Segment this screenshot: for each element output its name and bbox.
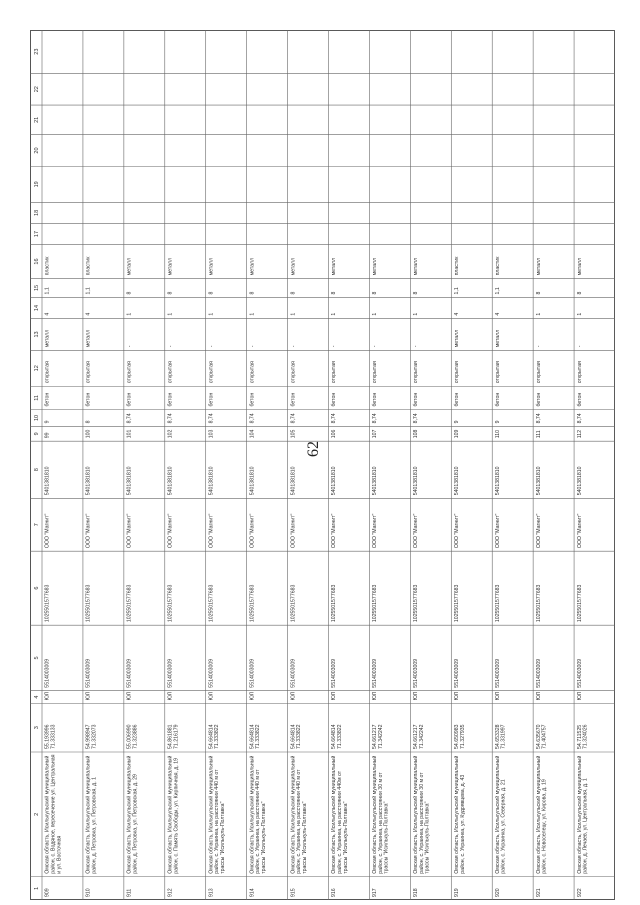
table-cell: 4 — [453, 312, 460, 316]
column-header: 8 — [34, 468, 40, 472]
table-cell: 54.66481471.333822 — [249, 724, 262, 750]
table-cell: 1,1 — [494, 287, 501, 295]
table-cell: 8 — [331, 291, 338, 295]
table-cell: 8,74 — [249, 413, 256, 424]
table-cell: 4 — [44, 312, 51, 316]
table-cell: бетон — [167, 392, 174, 407]
table-cell: 5401381810 — [167, 466, 174, 496]
column-header: 17 — [34, 230, 40, 238]
table-cell: 109 — [453, 429, 460, 439]
column-header: 18 — [34, 209, 40, 216]
table-cell: ООО "Магнит" — [167, 513, 174, 549]
table-cell: ЮЛ — [290, 691, 297, 701]
column-header: 11 — [34, 395, 40, 401]
table-cell: 54.65098371.327935 — [453, 724, 466, 750]
table-cell: ООО "Магнит" — [249, 513, 256, 549]
table-cell: 5514003009 — [167, 658, 174, 688]
table-cell: металл — [331, 257, 338, 276]
table-cell: - — [535, 345, 542, 348]
table-cell: Омская область, Исилькульский муниципальныйрайон, с. Украинка, на расстоянии 440м оттрассы "Исилькуль-Полтавка" — [331, 755, 349, 874]
table-cell: Омская область, Исилькульский муниципальныйрайон, с. Украинка, на расстоянии 30 м оттрассы "Исилькуль-Полтавка" — [372, 755, 390, 874]
table-cell: 918 — [413, 888, 420, 897]
table-cell: 4 — [494, 312, 501, 316]
table-cell: 8 — [167, 291, 174, 295]
table-cell: металл — [44, 329, 51, 348]
table-cell: бетон — [494, 392, 501, 407]
table-cell: металл — [453, 329, 460, 348]
table-cell: ООО "Магнит" — [372, 513, 379, 549]
column-header: 16 — [34, 258, 40, 265]
column-header: 12 — [34, 365, 40, 372]
table-cell: 8,74 — [576, 413, 583, 424]
table-cell: 103 — [208, 429, 215, 439]
table-cell: ЮЛ — [494, 691, 501, 701]
table-cell: 911 — [126, 888, 133, 897]
table-cell: 105 — [290, 429, 297, 439]
table-cell: 1 — [576, 312, 583, 316]
table-cell: 8,74 — [126, 413, 133, 424]
table-cell: металл — [208, 257, 215, 276]
table-cell: - — [413, 345, 420, 348]
table-cell: 5514003009 — [249, 658, 256, 688]
table-cell: 1025501577683 — [249, 584, 256, 623]
table-cell: 104 — [249, 429, 256, 439]
table-cell: 920 — [494, 888, 501, 897]
table-cell: 5514003009 — [494, 658, 501, 688]
table-cell: - — [167, 345, 174, 348]
table-cell: 8 — [413, 291, 420, 295]
table-cell: ООО "Магнит" — [413, 513, 420, 549]
table-cell: ООО "Магнит" — [85, 513, 92, 549]
table-cell: бетон — [331, 392, 338, 407]
column-header: 13 — [34, 331, 40, 338]
table-cell: Омская область, Исилькульский муниципальныйрайон, д. Петровка, ул. Петровская, д. 29 — [126, 755, 139, 874]
table-cell: бетон — [44, 392, 51, 407]
table-cell: 9 — [453, 420, 460, 424]
table-cell: 922 — [576, 888, 583, 897]
table-cell: 54.99894771.332073 — [85, 724, 98, 750]
table-cell: 1 — [535, 312, 542, 316]
table-cell: открытая — [249, 361, 256, 384]
table-cell: открытая — [576, 361, 583, 384]
table-cell: 8 — [290, 291, 297, 295]
table-cell: 54.71152571.324026 — [576, 724, 589, 750]
table-cell: 101 — [126, 429, 133, 439]
table-cell: Омская область, Исилькульский муниципальныйрайон, с. Украинка, на расстоянии 440 м оттрассы "Исилькуль-Полтавка" — [208, 755, 227, 874]
table-cell: ООО "Магнит" — [453, 513, 460, 549]
column-header: 21 — [34, 116, 40, 123]
table-cell: открытая — [494, 361, 501, 384]
table-cell: - — [331, 345, 338, 348]
table-cell: 1025501577683 — [576, 584, 583, 623]
table-cell: ЮЛ — [535, 691, 542, 701]
table-cell: пластик — [85, 256, 92, 276]
table-cell: 9 — [494, 420, 501, 424]
table-cell: 8,74 — [413, 413, 420, 424]
table-cell: 8 — [126, 291, 133, 295]
column-header: 5 — [34, 656, 40, 660]
table-cell: 915 — [290, 888, 297, 897]
table-cell: ЮЛ — [126, 691, 133, 701]
table-cell: 5401381810 — [208, 466, 215, 496]
table-cell: 1 — [249, 312, 256, 316]
table-cell: Омская область, Исилькульский муниципальныйрайон, с. Украинка, на расстоянии 440 м оттрассы "Исилькуль-Полтавка" — [249, 755, 267, 874]
table-cell: 8 — [576, 291, 583, 295]
column-header: 19 — [34, 181, 40, 188]
table-cell: ООО "Магнит" — [208, 513, 215, 549]
table-cell: металл — [372, 257, 379, 276]
table-cell: 5401381810 — [331, 466, 338, 496]
registry-table — [30, 30, 615, 900]
table-cell: ЮЛ — [208, 691, 215, 701]
table-cell: 8 — [208, 291, 215, 295]
table-cell: 8 — [372, 291, 379, 295]
table-cell: 5514003009 — [331, 658, 338, 688]
table-cell: бетон — [535, 392, 542, 407]
table-cell: 1025501577683 — [413, 584, 420, 623]
table-cell: ООО "Магнит" — [576, 513, 583, 549]
table-cell: 1,1 — [453, 287, 460, 295]
table-cell: ООО "Магнит" — [290, 513, 297, 549]
table-cell: 1 — [290, 312, 297, 316]
table-cell: 1025501577683 — [453, 584, 460, 623]
table-cell: бетон — [576, 392, 583, 407]
table-cell: ЮЛ — [413, 691, 420, 701]
table-cell: 112 — [576, 429, 583, 439]
table-cell: Омская область, Исилькульский муниципальныйрайон, д. Петровка, ул. Петровская, д. 1 — [85, 755, 98, 874]
table-cell: 1025501577683 — [535, 584, 542, 623]
table-cell: 1025501577683 — [494, 584, 501, 623]
table-cell: 5514003009 — [208, 658, 215, 688]
table-cell: ЮЛ — [167, 691, 174, 701]
table-cell: металл — [576, 257, 583, 276]
column-header: 15 — [34, 284, 40, 291]
table-cell: ООО "Магнит" — [494, 513, 501, 549]
table-cell: 917 — [372, 888, 379, 897]
table-cell: 8 — [85, 420, 92, 424]
table-cell: - — [372, 345, 379, 348]
table-cell: металл — [85, 329, 92, 348]
table-cell: металл — [413, 257, 420, 276]
table-cell: открытая — [331, 361, 338, 384]
table-cell: 5401381810 — [494, 466, 501, 496]
table-cell: ЮЛ — [453, 691, 460, 701]
table-cell: 5514003009 — [85, 658, 92, 688]
table-cell: Омская область, Исилькульский муниципальныйрайон, д. Лечаев, ул. Центральная, д. 1 — [576, 755, 589, 874]
table-cell: 106 — [331, 429, 338, 439]
column-header: 14 — [34, 304, 40, 312]
table-cell: 8,74 — [372, 413, 379, 424]
table-cell: - — [249, 345, 256, 348]
table-cell: 5401381810 — [44, 466, 51, 496]
table-cell: 54.66121771.342242 — [372, 724, 384, 750]
table-cell: металл — [126, 257, 133, 276]
table-cell: бетон — [249, 392, 256, 407]
table-cell: 8,74 — [208, 413, 215, 424]
table-cell: 54.63567071.404757 — [535, 724, 548, 750]
table-cell: 5401381810 — [453, 466, 460, 496]
table-cell: 5401381810 — [126, 466, 133, 496]
table-cell: 1025501577683 — [290, 584, 297, 623]
column-header: 4 — [34, 695, 40, 699]
table-cell: 8,74 — [535, 413, 542, 424]
table-cell: 8,74 — [167, 413, 174, 424]
table-cell: ООО "Магнит" — [331, 513, 338, 549]
table-cell: ООО "Магнит" — [126, 513, 133, 549]
table-cell: ЮЛ — [372, 691, 379, 701]
table-cell: Омская область, Исилькульский муниципальныйрайон, с. Водяное, пересечение ул. Центральнаяи ул. Восточная — [44, 754, 63, 874]
table-cell: 5401381810 — [290, 466, 297, 496]
table-cell: металл — [167, 257, 174, 276]
table-cell: открытая — [85, 361, 92, 384]
table-cell: металл — [249, 257, 256, 276]
table-cell: Омская область, Исилькульский муниципальныйрайон, с. Новоселецк, ул. Кирова, д. 19 — [535, 755, 548, 874]
table-cell: 1 — [167, 312, 174, 316]
table-cell: Омская область, Исилькульский муниципальныйрайон, с. Украинка, ул. Северная, д. 21 — [494, 755, 507, 874]
table-cell: 5514003009 — [126, 658, 133, 688]
rotated-table-svg — [30, 30, 615, 900]
table-cell: 5514003009 — [576, 658, 583, 688]
table-cell: пластик — [44, 256, 51, 276]
table-cell: пластик — [453, 256, 460, 276]
table-cell: ЮЛ — [85, 691, 92, 701]
table-cell: 1025501577683 — [85, 584, 92, 623]
table-cell: 1 — [126, 312, 133, 316]
table-cell: 108 — [413, 429, 420, 439]
table-cell: 5514003009 — [535, 658, 542, 688]
table-cell: 54.66481471.333822 — [208, 724, 221, 750]
table-cell: Омская область, Исилькульский муниципальныйрайон, с. Украинка, на расстоянии 440 м оттрассы "Исилькуль-Полтавка" — [290, 755, 308, 874]
column-header: 9 — [34, 432, 40, 436]
table-cell: 1 — [413, 312, 420, 316]
table-cell: 909 — [44, 888, 51, 897]
table-cell: ЮЛ — [331, 691, 338, 701]
table-cell: 107 — [372, 429, 379, 439]
column-header: 7 — [34, 523, 40, 527]
table-cell: 5401381810 — [249, 466, 256, 496]
table-cell: бетон — [290, 392, 297, 407]
table-cell: 5514003009 — [290, 658, 297, 688]
table-cell: бетон — [372, 392, 379, 407]
table-cell: 5514003009 — [413, 658, 420, 688]
column-header: 3 — [34, 726, 40, 730]
column-header: 1 — [34, 886, 40, 890]
column-header: 20 — [34, 147, 40, 154]
table-cell: открытая — [290, 361, 297, 384]
table-cell: открытая — [44, 361, 51, 384]
table-cell: 54.66481471.333822 — [290, 724, 303, 750]
table-cell: бетон — [208, 392, 215, 407]
table-cell: 8,74 — [331, 413, 338, 424]
table-cell: 916 — [331, 888, 338, 897]
table-cell: 54.66481471.333822 — [331, 724, 343, 750]
table-cell: 5401381810 — [372, 466, 379, 496]
table-cell: 110 — [494, 429, 501, 439]
table-cell: металл — [290, 257, 297, 276]
table-cell: 5401381810 — [85, 466, 92, 496]
table-cell: бетон — [85, 392, 92, 407]
page-number: 62 — [305, 441, 322, 457]
table-cell: 1025501577683 — [167, 584, 174, 623]
table-cell: 919 — [453, 888, 460, 897]
table-cell: 1025501577683 — [44, 584, 51, 623]
table-cell: открытая — [535, 361, 542, 384]
table-cell: - — [576, 345, 583, 348]
table-cell: открытая — [372, 361, 379, 384]
table-cell: 111 — [535, 430, 542, 439]
table-cell: 1,1 — [85, 287, 92, 295]
table-cell: бетон — [413, 392, 420, 407]
table-cell: ООО "Магнит" — [44, 513, 51, 549]
table-cell: 1025501577683 — [208, 584, 215, 623]
table-cell: 9 — [44, 420, 51, 424]
table-cell: 912 — [167, 888, 174, 897]
table-cell: 921 — [535, 888, 542, 897]
table-cell: металл — [535, 257, 542, 276]
table-border — [31, 31, 615, 900]
table-cell: 1 — [331, 312, 338, 316]
table-cell: 1025501577683 — [372, 584, 379, 623]
table-cell: 5401381810 — [413, 466, 420, 496]
table-cell: открытая — [453, 361, 460, 384]
column-header: 6 — [34, 586, 40, 590]
table-cell: 8 — [535, 291, 542, 295]
table-cell: открытая — [126, 361, 133, 384]
table-cell: Омская область, Исилькульский муниципальныйрайон, с. Украинка, ул. Кудрявцева, д. 43 — [453, 755, 466, 874]
table-cell: - — [126, 345, 133, 348]
table-cell: 5401381810 — [576, 466, 583, 496]
table-cell: 4 — [85, 312, 92, 316]
column-header: 2 — [34, 812, 40, 816]
table-cell: 5401381810 — [535, 466, 542, 496]
table-cell: ЮЛ — [249, 691, 256, 701]
table-cell: металл — [494, 329, 501, 348]
table-cell: 1025501577683 — [126, 584, 133, 623]
table-cell: 99 — [44, 432, 51, 439]
table-cell: Омская область, Исилькульский муниципальныйрайон, с. Память Свободы, ул. Кирпичная, д. 19 — [167, 755, 180, 874]
table-cell: 100 — [85, 429, 92, 439]
table-cell: 102 — [167, 429, 174, 439]
table-cell: - — [208, 345, 215, 348]
table-cell: 1 — [208, 312, 215, 316]
table-cell: открытая — [413, 361, 420, 384]
table-cell: 5514003009 — [453, 658, 460, 688]
table-cell: 8 — [249, 291, 256, 295]
table-cell: 54.66121771.342242 — [413, 724, 425, 750]
table-cell: 55.19399671.333133 — [44, 724, 57, 750]
table-cell: 1,1 — [44, 287, 51, 295]
column-header: 22 — [34, 86, 40, 93]
table-cell: открытая — [208, 361, 215, 384]
table-cell: пластик — [494, 256, 501, 276]
table-cell: 914 — [249, 888, 256, 897]
column-header: 10 — [34, 414, 40, 422]
table-cell: 910 — [85, 888, 92, 897]
table-cell: 55.00699071.323886 — [126, 724, 139, 750]
table-cell: 54.65332871.331997 — [494, 724, 507, 750]
table-cell: бетон — [126, 392, 133, 407]
table-cell: открытая — [167, 361, 174, 384]
table-cell: 1 — [372, 312, 379, 316]
table-cell: бетон — [453, 392, 460, 407]
table-cell: ЮЛ — [576, 691, 583, 701]
table-cell: ЮЛ — [44, 691, 51, 701]
table-cell: Омская область, Исилькульский муниципальныйрайон, с. Украинка, на расстоянии 30 м оттрассы "Исилькуль-Полтавка" — [413, 755, 431, 874]
column-header: 23 — [34, 48, 40, 55]
table-cell: 913 — [208, 888, 215, 897]
table-cell: 5514003009 — [372, 658, 379, 688]
table-cell: 54.86188171.216179 — [167, 724, 180, 750]
table-cell: 8,74 — [290, 413, 297, 424]
table-cell: 5514003009 — [44, 658, 51, 688]
table-cell: - — [290, 345, 297, 348]
table-cell: ООО "Магнит" — [535, 513, 542, 549]
table-cell: 1025501577683 — [331, 584, 338, 623]
